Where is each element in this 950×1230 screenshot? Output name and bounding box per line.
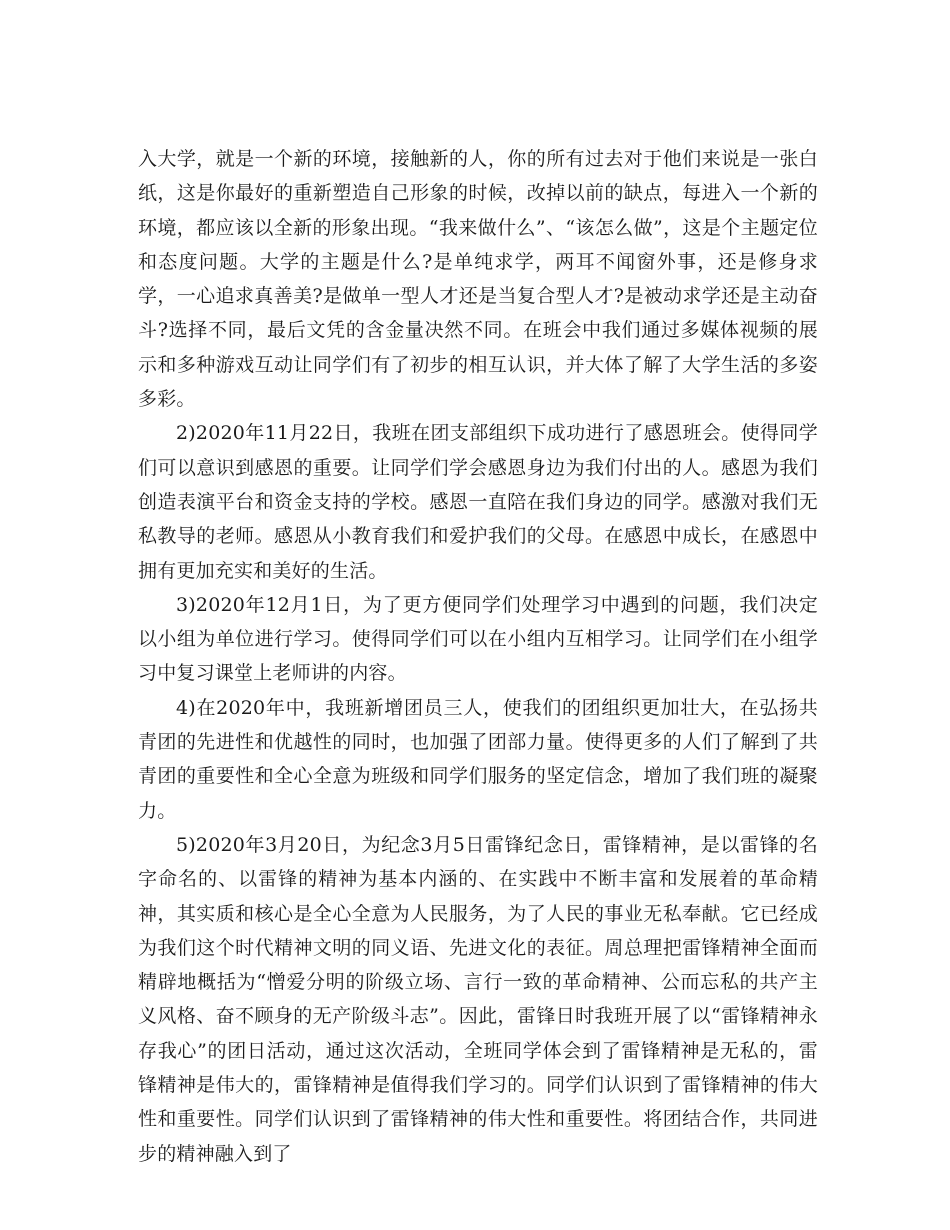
paragraph-item-3: 3)2020年12月1日，为了更方便同学们处理学习中遇到的问题，我们决定以小组为单位进行学习。使得同学们可以在小组内互相学习。让同学们在小组学习中复习课堂上老师讲的内容。 — [138, 593, 818, 685]
document-body — [138, 142, 818, 1171]
paragraph-item-4: 4)在2020年中，我班新增团员三人，使我们的团组织更加壮大，在弘扬共青团的先进性和优越性的同时，也加强了团部力量。使得更多的人们了解到了共青团的重要性和全心全意为班级和同学们服务的坚定信念，增加了我们班的凝聚力。 — [138, 696, 818, 822]
paragraph-continuation: 入大学，就是一个新的环境，接触新的人，你的所有过去对于他们来说是一张白纸，这是你最好的重新塑造自己形象的时候，改掉以前的缺点，每进入一个新的环境，都应该以全新的形象出现。“我来做什么”、“该怎么做”，这是个主题定位和态度问题。大学的主题是什么?是单纯求学，两耳不闻窗外事，还是修身求学，一心追求真善美?是做单一型人才还是当复合型人才?是被动求学还是主动奋斗?选择不同，最后文凭的含金量决然不同。在班会中我们通过多媒体视频的展示和多种游戏互动让同学们有了初步的相互认识，并大体了解了大学生活的多姿多彩。 — [138, 148, 818, 411]
paragraph-item-5: 5)2020年3月20日，为纪念3月5日雷锋纪念日，雷锋精神，是以雷锋的名字命名的、以雷锋的精神为基本内涵的、在实践中不断丰富和发展着的革命精神，其实质和核心是全心全意为人民服务，为了人民的事业无私奉献。它已经成为我们这个时代精神文明的同义语、先进文化的表征。周总理把雷锋精神全面而精辟地概括为“憎爱分明的阶级立场、言行一致的革命精神、公而忘私的共产主义风格、奋不顾身的无产阶级斗志”。因此，雷锋日时我班开展了以“雷锋精神永存我心”的团日活动，通过这次活动，全班同学体会到了雷锋精神是无私的，雷锋精神是伟大的，雷锋精神是值得我们学习的。同学们认识到了雷锋精神的伟大性和重要性。同学们认识到了雷锋精神的伟大性和重要性。将团结合作，共同进步的精神融入到了 — [138, 833, 818, 1165]
paragraph-item-2: 2)2020年11月22日，我班在团支部组织下成功进行了感恩班会。使得同学们可以意识到感恩的重要。让同学们学会感恩身边为我们付出的人。感恩为我们创造表演平台和资金支持的学校。感恩一直陪在我们身边的同学。感激对我们无私教导的老师。感恩从小教育我们和爱护我们的父母。在感恩中成长，在感恩中拥有更加充实和美好的生活。 — [138, 422, 818, 582]
